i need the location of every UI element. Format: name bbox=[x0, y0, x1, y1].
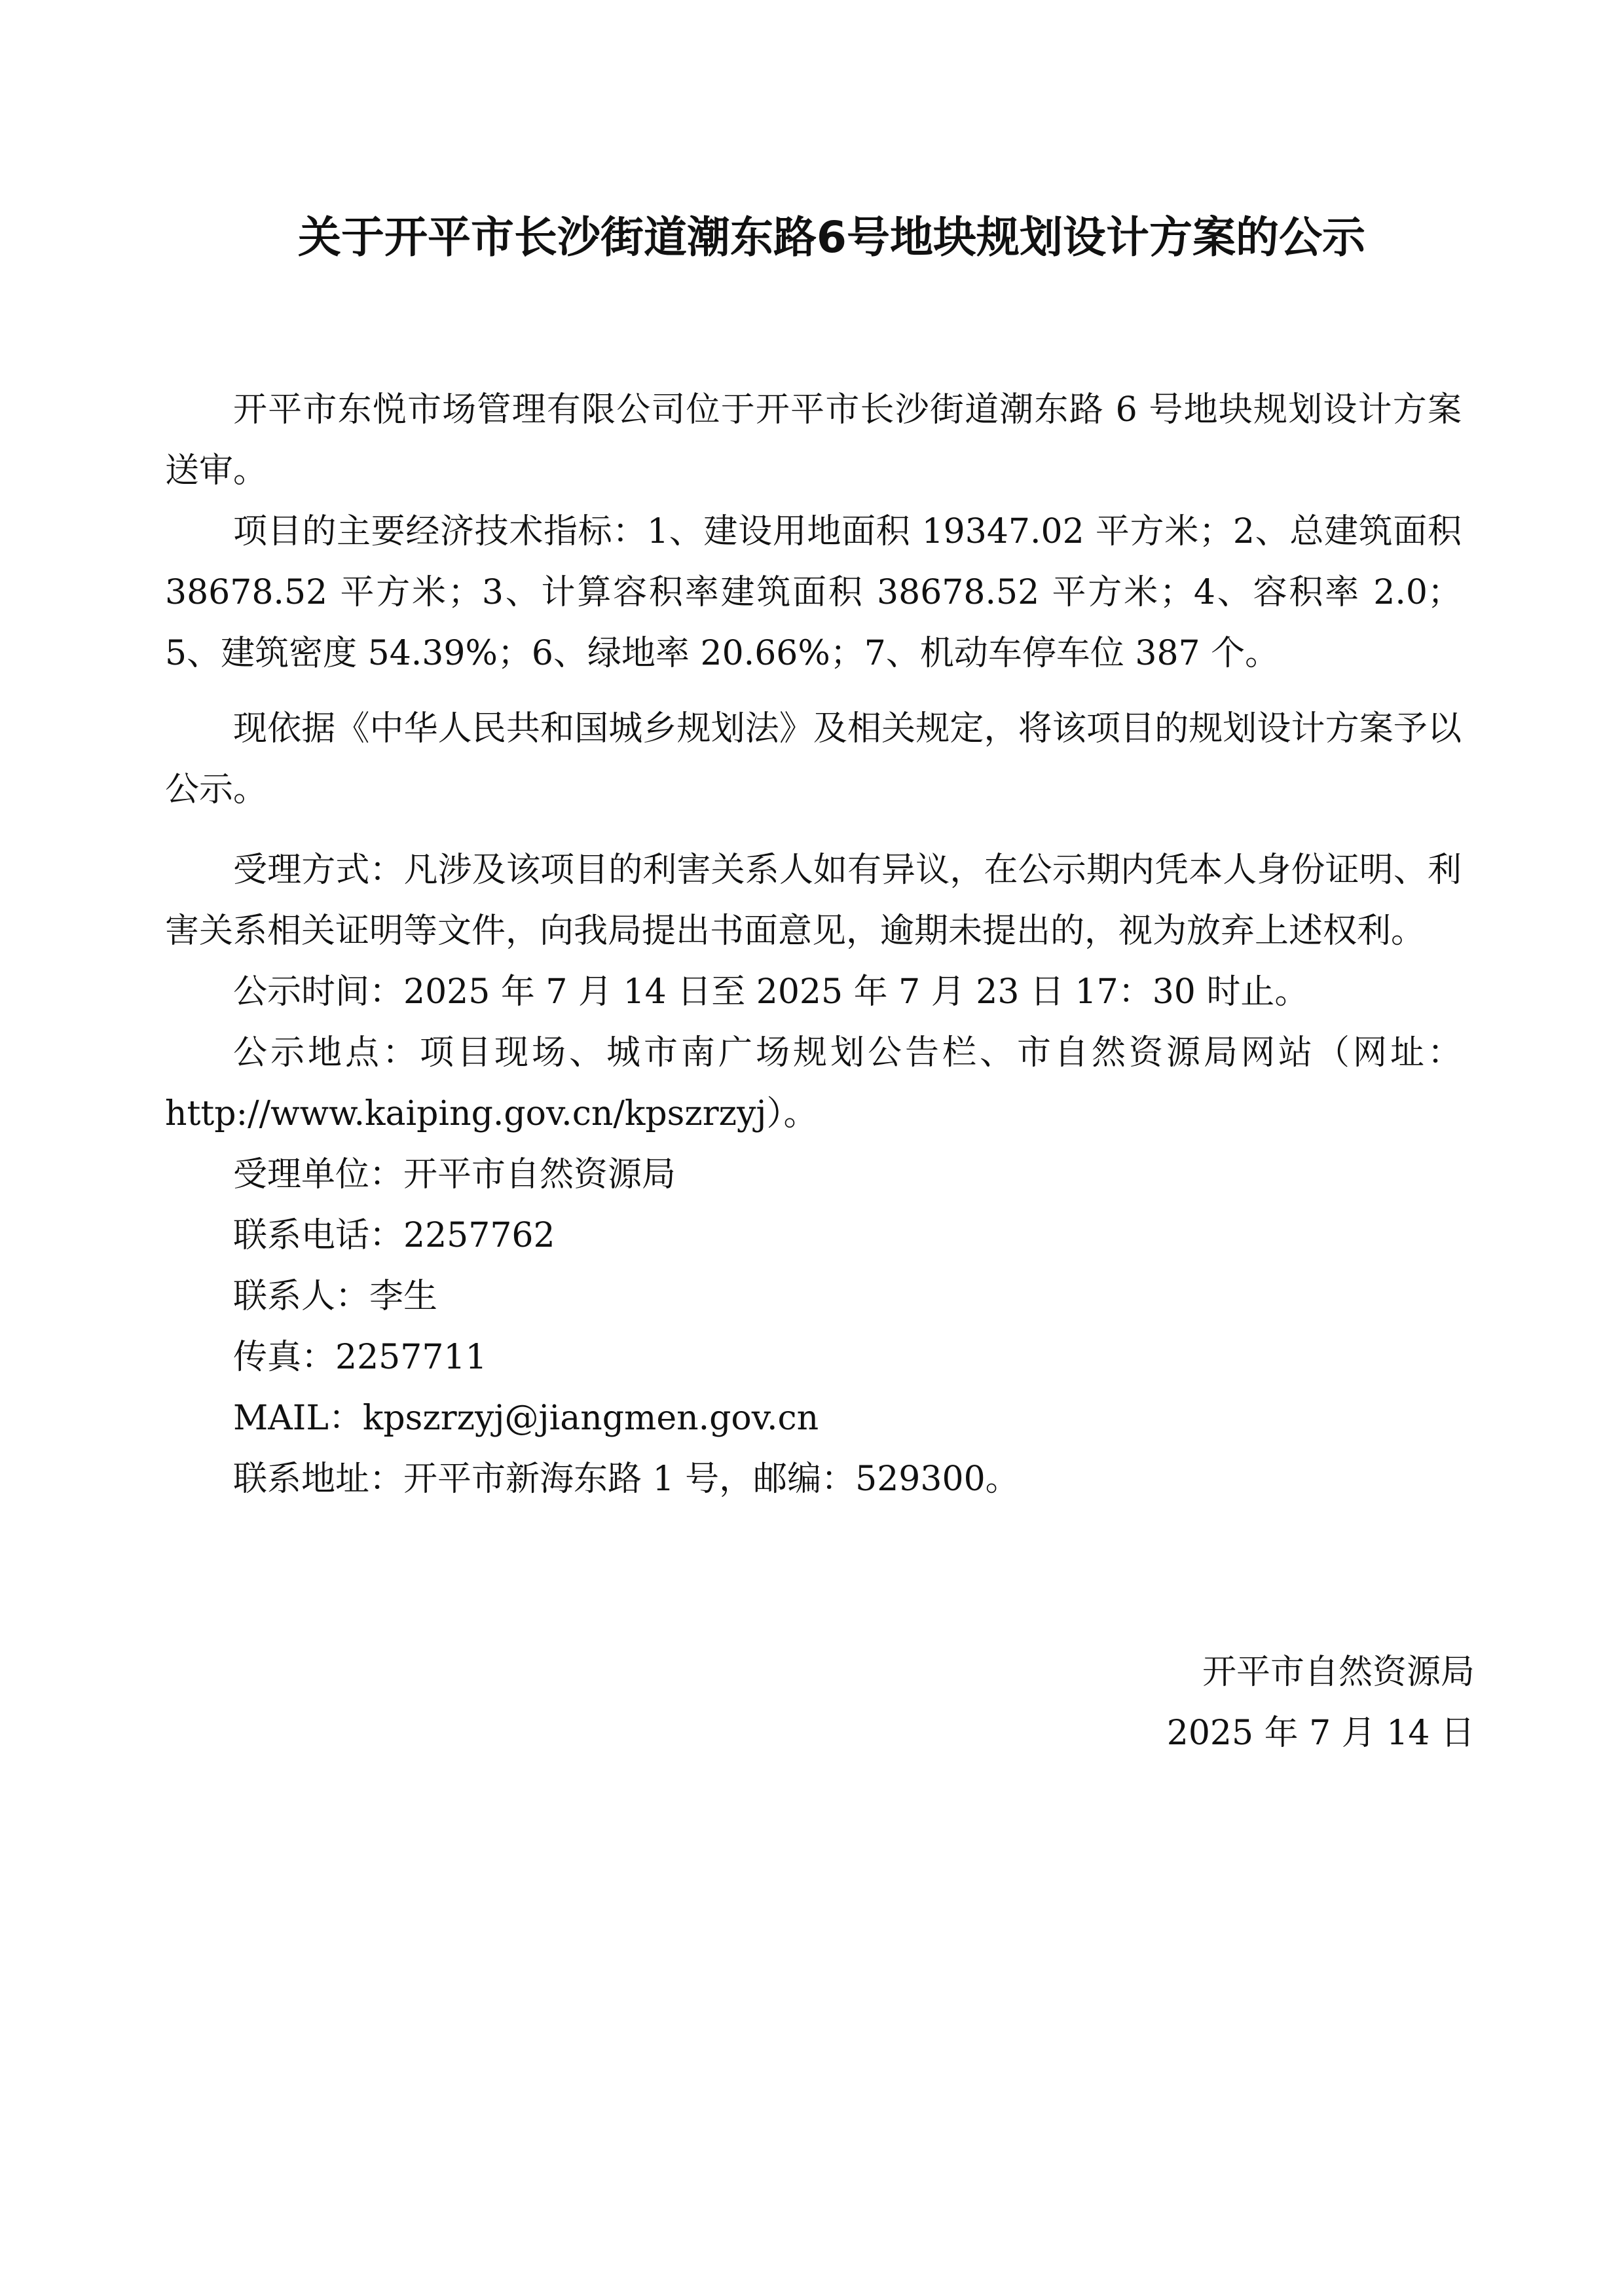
contact-phone: 联系电话：2257762 bbox=[233, 1216, 555, 1255]
contact-person: 联系人：李生 bbox=[233, 1277, 438, 1316]
contact-mail: MAIL：kpszrzyj@jiangmen.gov.cn bbox=[233, 1399, 819, 1438]
paragraph-location: 公示地点：项目现场、城市南广场规划公告栏、市自然资源局网站（网址：http://www.kaiping.gov.cn/kpszrzyj）。 bbox=[165, 1033, 1462, 1133]
document-title: 关于开平市长沙街道潮东路6号地块规划设计方案的公示 bbox=[298, 212, 1365, 263]
paragraph-period: 公示时间：2025 年 7 月 14 日至 2025 年 7 月 23 日 17：30 时止。 bbox=[233, 972, 1309, 1012]
contact-address: 联系地址：开平市新海东路 1 号，邮编：529300。 bbox=[233, 1460, 1020, 1499]
signature-issuer: 开平市自然资源局 bbox=[1202, 1653, 1475, 1692]
document-body bbox=[165, 380, 1462, 1510]
signature-date: 2025 年 7 月 14 日 bbox=[1166, 1714, 1475, 1753]
paragraph-basis: 现依据《中华人民共和国城乡规划法》及相关规定，将该项目的规划设计方案予以公示。 bbox=[165, 709, 1462, 809]
signature-block bbox=[1167, 1642, 1475, 1764]
contact-fax: 传真：2257711 bbox=[233, 1338, 487, 1377]
paragraph-indicators: 项目的主要经济技术指标：1、建设用地面积 19347.02 平方米；2、总建筑面积 38678.52 平方米；3、计算容积率建筑面积 38678.52 平方米；4、容积率 2.0；5、建筑密度 54.39%；6、绿地率 20.66%；7、机动车停车位 387 个。 bbox=[165, 512, 1462, 673]
paragraph-acceptance: 受理方式：凡涉及该项目的利害关系人如有异议，在公示期内凭本人身份证明、利害关系相关证明等文件，向我局提出书面意见，逾期未提出的，视为放弃上述权利。 bbox=[165, 851, 1462, 951]
paragraph-intro: 开平市东悦市场管理有限公司位于开平市长沙街道潮东路 6 号地块规划设计方案送审。 bbox=[165, 390, 1462, 490]
contact-unit: 受理单位：开平市自然资源局 bbox=[233, 1155, 676, 1194]
